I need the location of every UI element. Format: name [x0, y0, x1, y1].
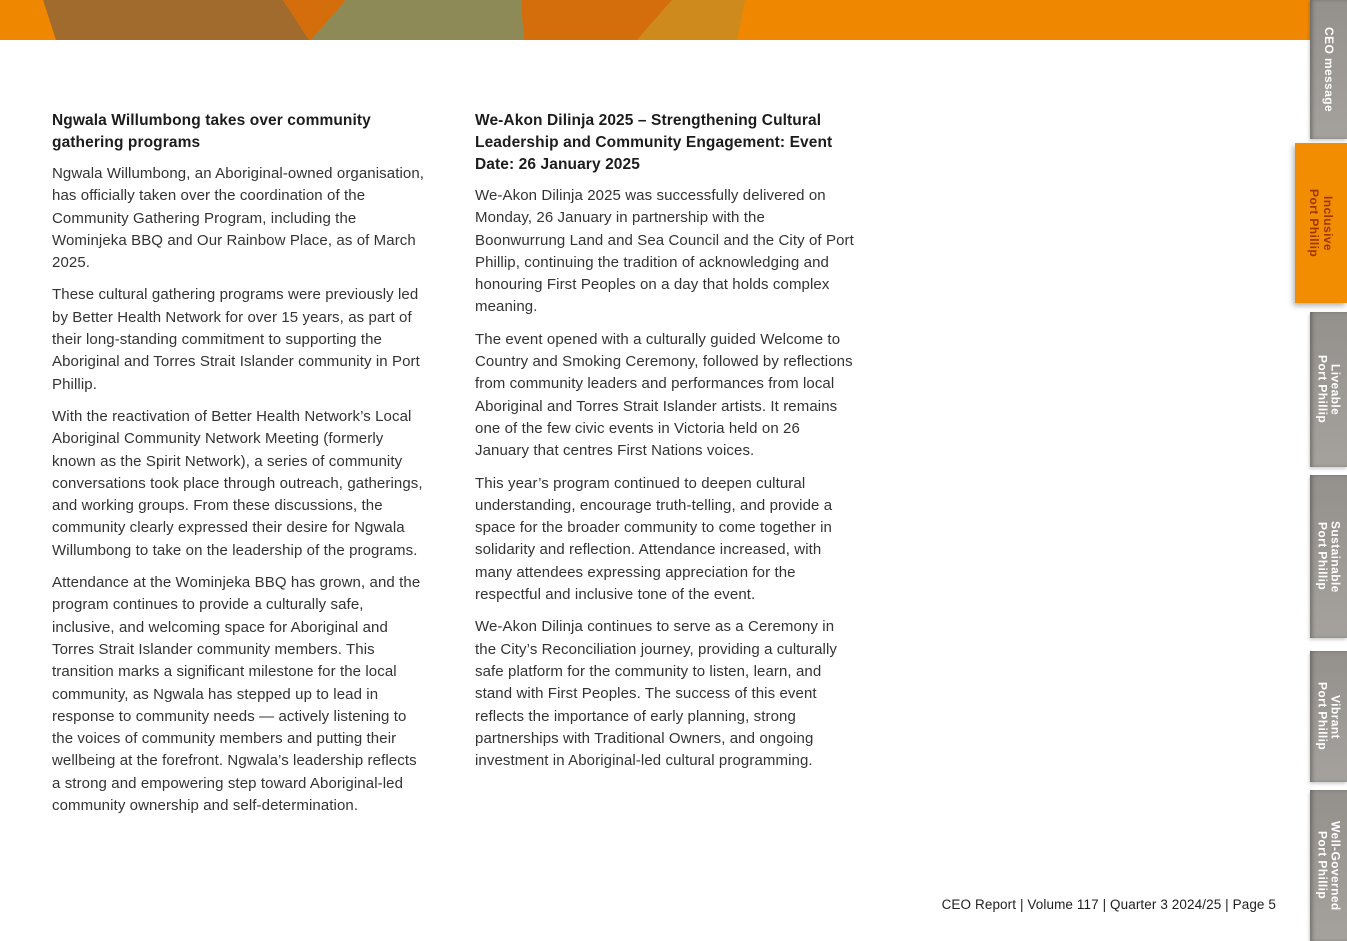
- article-ngwala-willumbong: [52, 110, 429, 827]
- article-paragraph: The event opened with a culturally guided Welcome to Country and Smoking Ceremony, followed by reflections from community leaders and performances from local Aboriginal and Torres Strait Islander artists. It remains one of the few civic events in Victoria held on 26 January that centres First Nations voices.: [475, 330, 853, 460]
- tab-liveable-port-phillip[interactable]: [1310, 312, 1347, 467]
- article-paragraph: Attendance at the Wominjeka BBQ has grown, and the program continues to provide a culturally safe, inclusive, and welcoming space for Aboriginal and Torres Strait Islander community members. This transition marks a significant milestone for the local community, as Ngwala has stepped up to lead in response to community needs — actively listening to the voices of community members and putting their wellbeing at the forefront. Ngwala’s leadership reflects a strong and empowering step toward Aboriginal-led community ownership and self-determination.: [52, 574, 421, 815]
- article-paragraph: This year’s program continued to deepen cultural understanding, encourage truth-telling, and provide a space for the broader community to come together in solidarity and reflection. Attendance increased, with many attendees expressing appreciation for the respectful and inclusive tone of the event.: [475, 474, 833, 604]
- tab-label: Inclusive: [1321, 195, 1335, 251]
- tab-inclusive-port-phillip[interactable]: [1295, 143, 1347, 303]
- tab-label: Vibrant: [1328, 694, 1343, 739]
- article-we-akon-dilinja: [475, 110, 855, 782]
- tab-label: Well-Governed: [1328, 820, 1343, 911]
- tab-label: Port Phillip: [1315, 522, 1330, 591]
- tab-well-governed-port-phillip[interactable]: [1310, 790, 1347, 941]
- article-paragraph: Ngwala Willumbong, an Aboriginal-owned organisation, has officially taken over the coordination of the Community Gathering Program, including the Wominjeka BBQ and Our Rainbow Place, as of March 2025.: [52, 165, 425, 272]
- tab-label: Port Phillip: [1315, 355, 1330, 424]
- article-paragraph: These cultural gathering programs were previously led by Better Health Network for over 15 years, as part of their long-standing commitment to supporting the Aboriginal and Torres Strait Islander community in Port Phillip.: [52, 286, 420, 393]
- article-paragraph: We-Akon Dilinja 2025 was successfully delivered on Monday, 26 January in partnership with the Boonwurrung Land and Sea Council and the City of Port Phillip, continuing the tradition of acknowledging and honouring First Peoples on a day that holds complex meaning.: [475, 187, 854, 316]
- tab-label: CEO message: [1322, 26, 1336, 113]
- tab-ceo-message[interactable]: [1310, 0, 1347, 139]
- tab-label: Sustainable: [1328, 520, 1343, 593]
- tab-vibrant-port-phillip[interactable]: [1310, 651, 1347, 782]
- tab-label: Port Phillip: [1315, 682, 1330, 751]
- tab-label: Liveable: [1328, 363, 1343, 416]
- article-heading: Ngwala Willumbong takes over community gathering programs: [52, 112, 371, 151]
- article-paragraph: We-Akon Dilinja continues to serve as a Ceremony in the City’s Reconciliation journey, providing a culturally safe platform for the community to listen, learn, and stand with First Peoples. The success of this event reflects the importance of early planning, strong partnerships with Traditional Owners, and ongoing investment in Aboriginal-led cultural programming.: [475, 618, 837, 770]
- page-footer: CEO Report | Volume 117 | Quarter 3 2024/25 | Page 5: [941, 897, 1276, 912]
- tab-label: Port Phillip: [1315, 831, 1330, 900]
- tab-label: Port Phillip: [1307, 188, 1321, 258]
- header-decoration-band: [0, 0, 1311, 40]
- article-paragraph: With the reactivation of Better Health Network’s Local Aboriginal Community Network Meeting (formerly known as the Spirit Network), a series of community conversations took place through outreach, gatherings, and working groups. From these discussions, the community clearly expressed their desire for Ngwala Willumbong to take on the leadership of the programs.: [52, 407, 423, 559]
- article-heading: We-Akon Dilinja 2025 – Strengthening Cultural Leadership and Community Engagement: Event Date: 26 January 2025: [475, 112, 833, 173]
- tab-sustainable-port-phillip[interactable]: [1310, 475, 1347, 638]
